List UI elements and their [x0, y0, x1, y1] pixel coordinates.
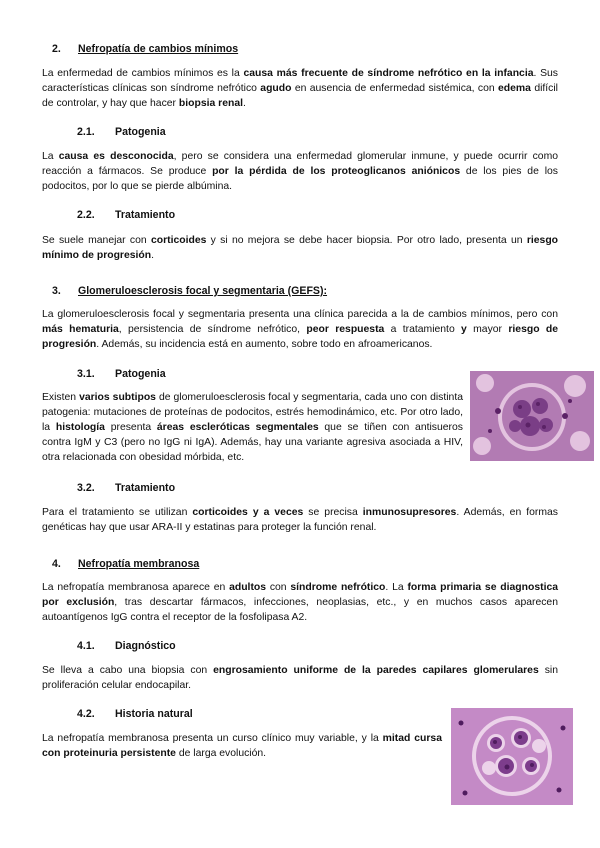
text-run: de larga evolución. — [175, 748, 267, 759]
text-run: . Sus características clínicas son síndrome nefrótico — [42, 68, 559, 94]
text-run: . La — [385, 582, 408, 593]
bold-text-run: más hematuria — [42, 324, 119, 335]
fsgs-histology-image — [470, 371, 594, 461]
glomerulus-histology-icon — [451, 708, 573, 805]
text-run: mayor — [466, 324, 509, 335]
bold-text-run: y — [461, 324, 467, 335]
text-run: y si no mejora se debe hacer biopsia. Por otro lado, presenta un — [206, 235, 527, 246]
section-4-1-text — [42, 663, 558, 693]
text-run: se precisa — [303, 507, 363, 518]
bold-text-run: causa es desconocida — [58, 151, 174, 162]
bold-text-run: edema — [498, 83, 531, 94]
section-2-intro — [42, 66, 558, 111]
section-3-intro — [42, 307, 558, 352]
section-2-1-heading: 2.1. Patogenia — [77, 126, 166, 138]
text-run: La — [42, 151, 59, 162]
bold-text-run: mitad cursa con proteinuria persistente — [42, 733, 442, 759]
bold-text-run: forma primaria se diagnostica por exclusión — [42, 582, 559, 608]
text-run: de glomeruloesclerosis focal y segmentaria, cada uno con distinta patogenia: mutaciones de proteínas de podocitos, estrés hemodinámico, etc. Por otro lado, la — [42, 392, 463, 433]
bold-text-run: riesgo de progresión — [42, 324, 558, 350]
section-4-2-heading: 4.2. Historia natural — [77, 708, 193, 720]
section-2-2-text — [42, 233, 558, 263]
section-4-2-text — [42, 731, 442, 761]
bold-text-run: por la pérdida de los proteoglicanos aniónicos — [212, 166, 461, 177]
text-run: Para el tratamiento se utilizan — [42, 507, 193, 518]
bold-text-run: agudo — [260, 83, 292, 94]
section-3-1-heading: 3.1. Patogenia — [77, 368, 166, 380]
text-run: difícil de controlar, y hay que hacer — [42, 83, 558, 109]
membranous-histology-image — [451, 708, 573, 805]
text-run: con — [266, 582, 291, 593]
text-run: La glomeruloesclerosis focal y segmentaria presenta una clínica parecida a la de cambios mínimos, pero con — [42, 309, 558, 320]
bold-text-run: síndrome nefrótico — [290, 582, 386, 593]
text-run: , tras descartar fármacos, infecciones, neoplasias, etc., y en muchos casos aparecen autoantígenos IgG contra el receptor de la fosfolipasa A2. — [42, 597, 558, 623]
section-3-1-text — [42, 390, 463, 465]
section-4-intro — [42, 580, 558, 625]
section-2-heading: 2. Nefropatía de cambios mínimos — [52, 43, 239, 55]
bold-text-run: varios subtipos — [79, 392, 156, 403]
text-run: , pero se considera una enfermedad glomerular inmune, y puede ocurrir como reacción a fármacos. Se produce — [42, 151, 559, 177]
text-run: a tratamiento — [384, 324, 462, 335]
bold-text-run: corticoides — [150, 235, 207, 246]
text-run: . Además, su incidencia está en aumento, sobre todo en afroamericanos. — [96, 339, 433, 350]
text-run: La nefropatía membranosa presenta un curso clínico muy variable, y la — [42, 733, 383, 744]
section-3-2-heading: 3.2. Tratamiento — [77, 482, 176, 494]
section-3-heading: 3. Glomeruloesclerosis focal y segmentaria (GEFS): — [52, 285, 328, 297]
text-run: Existen — [42, 392, 80, 403]
bold-text-run: inmunosupresores — [362, 507, 457, 518]
text-run: que se tiñen con antisueros contra IgM y C3 (pero no IgG ni IgA). Además, hay una variante agresiva asociada a HIV, otra relacionada con obesidad mórbida, etc. — [42, 422, 463, 463]
text-run: La nefropatía membranosa aparece en — [42, 582, 230, 593]
bold-text-run: engrosamiento uniforme de la paredes capilares glomerulares — [213, 665, 539, 676]
bold-text-run: corticoides y a veces — [192, 507, 304, 518]
text-run: de los pies de los podocitos, por lo que se pierde albúmina. — [42, 166, 558, 192]
text-run: , persistencia de síndrome nefrótico, — [118, 324, 307, 335]
text-run: . — [243, 98, 246, 109]
bold-text-run: áreas escleróticas segmentales — [156, 422, 319, 433]
text-run: . Además, en formas genéticas hay que usar ARA-II y estatinas para proteger la función renal. — [42, 507, 558, 533]
text-run: La enfermedad de cambios mínimos es la — [42, 68, 244, 79]
text-run: presenta — [104, 422, 157, 433]
text-run: . — [151, 250, 155, 261]
bold-text-run: histología — [55, 422, 105, 433]
section-2-2-heading: 2.2. Tratamiento — [77, 209, 176, 221]
section-2-1-text — [42, 149, 558, 194]
glomerulus-histology-icon — [470, 371, 594, 461]
bold-text-run: adultos — [229, 582, 267, 593]
text-run: en ausencia de enfermedad sistémica, con — [291, 83, 499, 94]
text-run: Se suele manejar con — [42, 235, 151, 246]
bold-text-run: causa más frecuente de síndrome nefrótico en la infancia — [243, 68, 534, 79]
text-run: sin proliferación celular endocapilar. — [42, 665, 558, 691]
section-3-2-text — [42, 505, 558, 535]
section-4-1-heading: 4.1. Diagnóstico — [77, 640, 176, 652]
bold-text-run: peor respuesta — [306, 324, 385, 335]
bold-text-run: biopsia renal — [178, 98, 244, 109]
bold-text-run: riesgo mínimo de progresión — [42, 235, 559, 261]
section-4-heading: 4. Nefropatía membranosa — [52, 558, 200, 570]
text-run: Se lleva a cabo una biopsia con — [42, 665, 214, 676]
